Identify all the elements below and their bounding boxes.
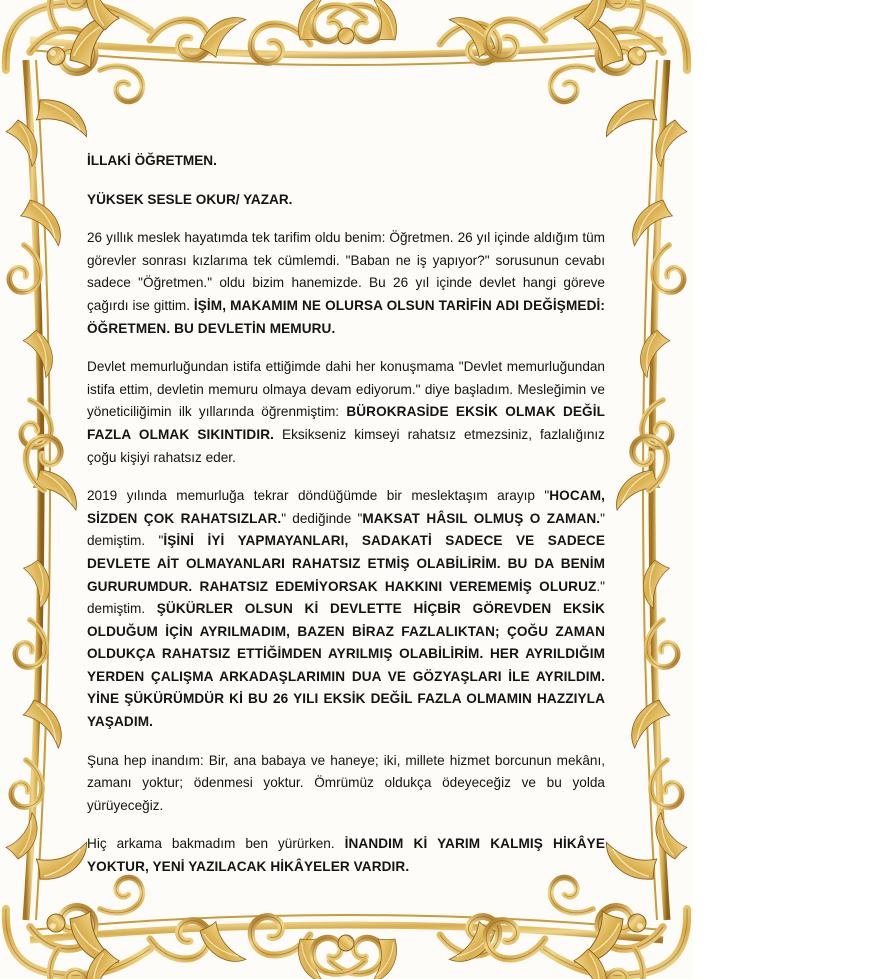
bold-text-run: ŞÜKÜRLER OLSUN Kİ DEVLETTE HİÇBİR GÖREVDEN EKSİK OLDUĞUM İÇİN AYRILMADIM, BAZEN BİRAZ FAZLALIKTAN; ÇOĞU ZAMAN OLDUKÇA RAHATSIZ ETTİĞİMDEN AYRILMIŞ OLABİLİRİM. HER AYRILDIĞIM YERDEN ÇALIŞMA ARKADAŞLARIMIN DUA VE GÖZYAŞLARI İLE AYRILDIM. YİNE ŞÜKÜRÜMDÜR Kİ BU 26 YILI EKSİK DEĞİL FAZLA OLMAMIN HAZZIYLA YAŞADIM. <box>87 601 605 730</box>
paragraph <box>87 356 605 469</box>
text-run: Devlet memurluğundan istifa ettiğimde dahi her konuşmama "Devlet memurluğundan istifa ettim, devletin memuru olmaya devam ediyorum." diye başladım. Mesleğimin ve yöneticiliğimin ilk yıllarında öğrenmiştim: <box>87 359 605 420</box>
bold-text-run: İŞİM, MAKAMIM NE OLURSA OLSUN TARİFİN ADI DEĞİŞMEDİ: ÖĞRETMEN. BU DEVLETİN MEMURU. <box>87 297 605 336</box>
bold-text-run: MAKSAT HÂSIL OLMUŞ O ZAMAN. <box>362 510 601 526</box>
bold-text-run: HOCAM, SİZDEN ÇOK RAHATSIZLAR. <box>87 488 605 526</box>
text-run: Eksikseniz kimseyi rahatsız etmezsiniz, fazlalığınız çoğu kişiyi rahatsız eder. <box>87 426 605 465</box>
text-run: " demiştim. " <box>87 510 605 549</box>
document-body <box>87 150 605 895</box>
paragraph <box>87 833 605 878</box>
document-title: İLLAKİ ÖĞRETMEN. <box>87 153 217 168</box>
paragraph <box>87 227 605 340</box>
bold-text-run: İNANDIM Kİ YARIM KALMIŞ HİKÂYE YOKTUR, YENİ YAZILACAK HİKÂYELER VARDIR. <box>87 836 605 875</box>
text-run: 26 yıllık meslek hayatımda tek tarifim oldu benim: Öğretmen. 26 yıl içinde aldığım tüm görevler sonrası kızlarıma tek cümlemdi. "Baban ne iş yapıyor?" sorusunun cevabı sadece "Öğretmen." oldu bizim hanemizde. Bu 26 yıl içinde devlet hangi göreve çağırdı ise gittim. <box>87 230 605 313</box>
document-subtitle: YÜKSEK SESLE OKUR/ YAZAR. <box>87 191 293 207</box>
text-run: 2019 yılında memurluğa tekrar döndüğümde bir meslektaşım arayıp " <box>87 488 550 504</box>
paragraph <box>87 485 605 734</box>
bold-text-run: BÜROKRASİDE EKSİK OLMAK DEĞİL FAZLA OLMAK SIKINTIDIR. <box>87 404 605 442</box>
text-run: " dediğinde " <box>281 510 363 526</box>
paragraph-list <box>87 227 605 878</box>
text-run: Hiç arkama bakmadım ben yürürken. <box>87 836 345 852</box>
bold-text-run: İŞİNİ İYİ YAPMAYANLARI, SADAKATİ SADECE VE SADECE DEVLETE AİT OLMAYANLARI RAHATSIZ ETMİŞ OLABİLİRİM. BU DA BENİM GURURUMDUR. RAHATSIZ EDEMİYORSAK HAKKINI VEREMEMİŞ OLURUZ <box>87 533 605 594</box>
text-run: Şuna hep inandım: Bir, ana babaya ve haneye; iki, millete hizmet borcunun mekânı, zamanı yoktur; ödenmesi yoktur. Ömrümüz oldukça ödeyeceğiz ve bu yolda yürüyeceğiz. <box>87 752 605 813</box>
paragraph <box>87 750 605 818</box>
text-run: ." demiştim. <box>87 578 605 617</box>
